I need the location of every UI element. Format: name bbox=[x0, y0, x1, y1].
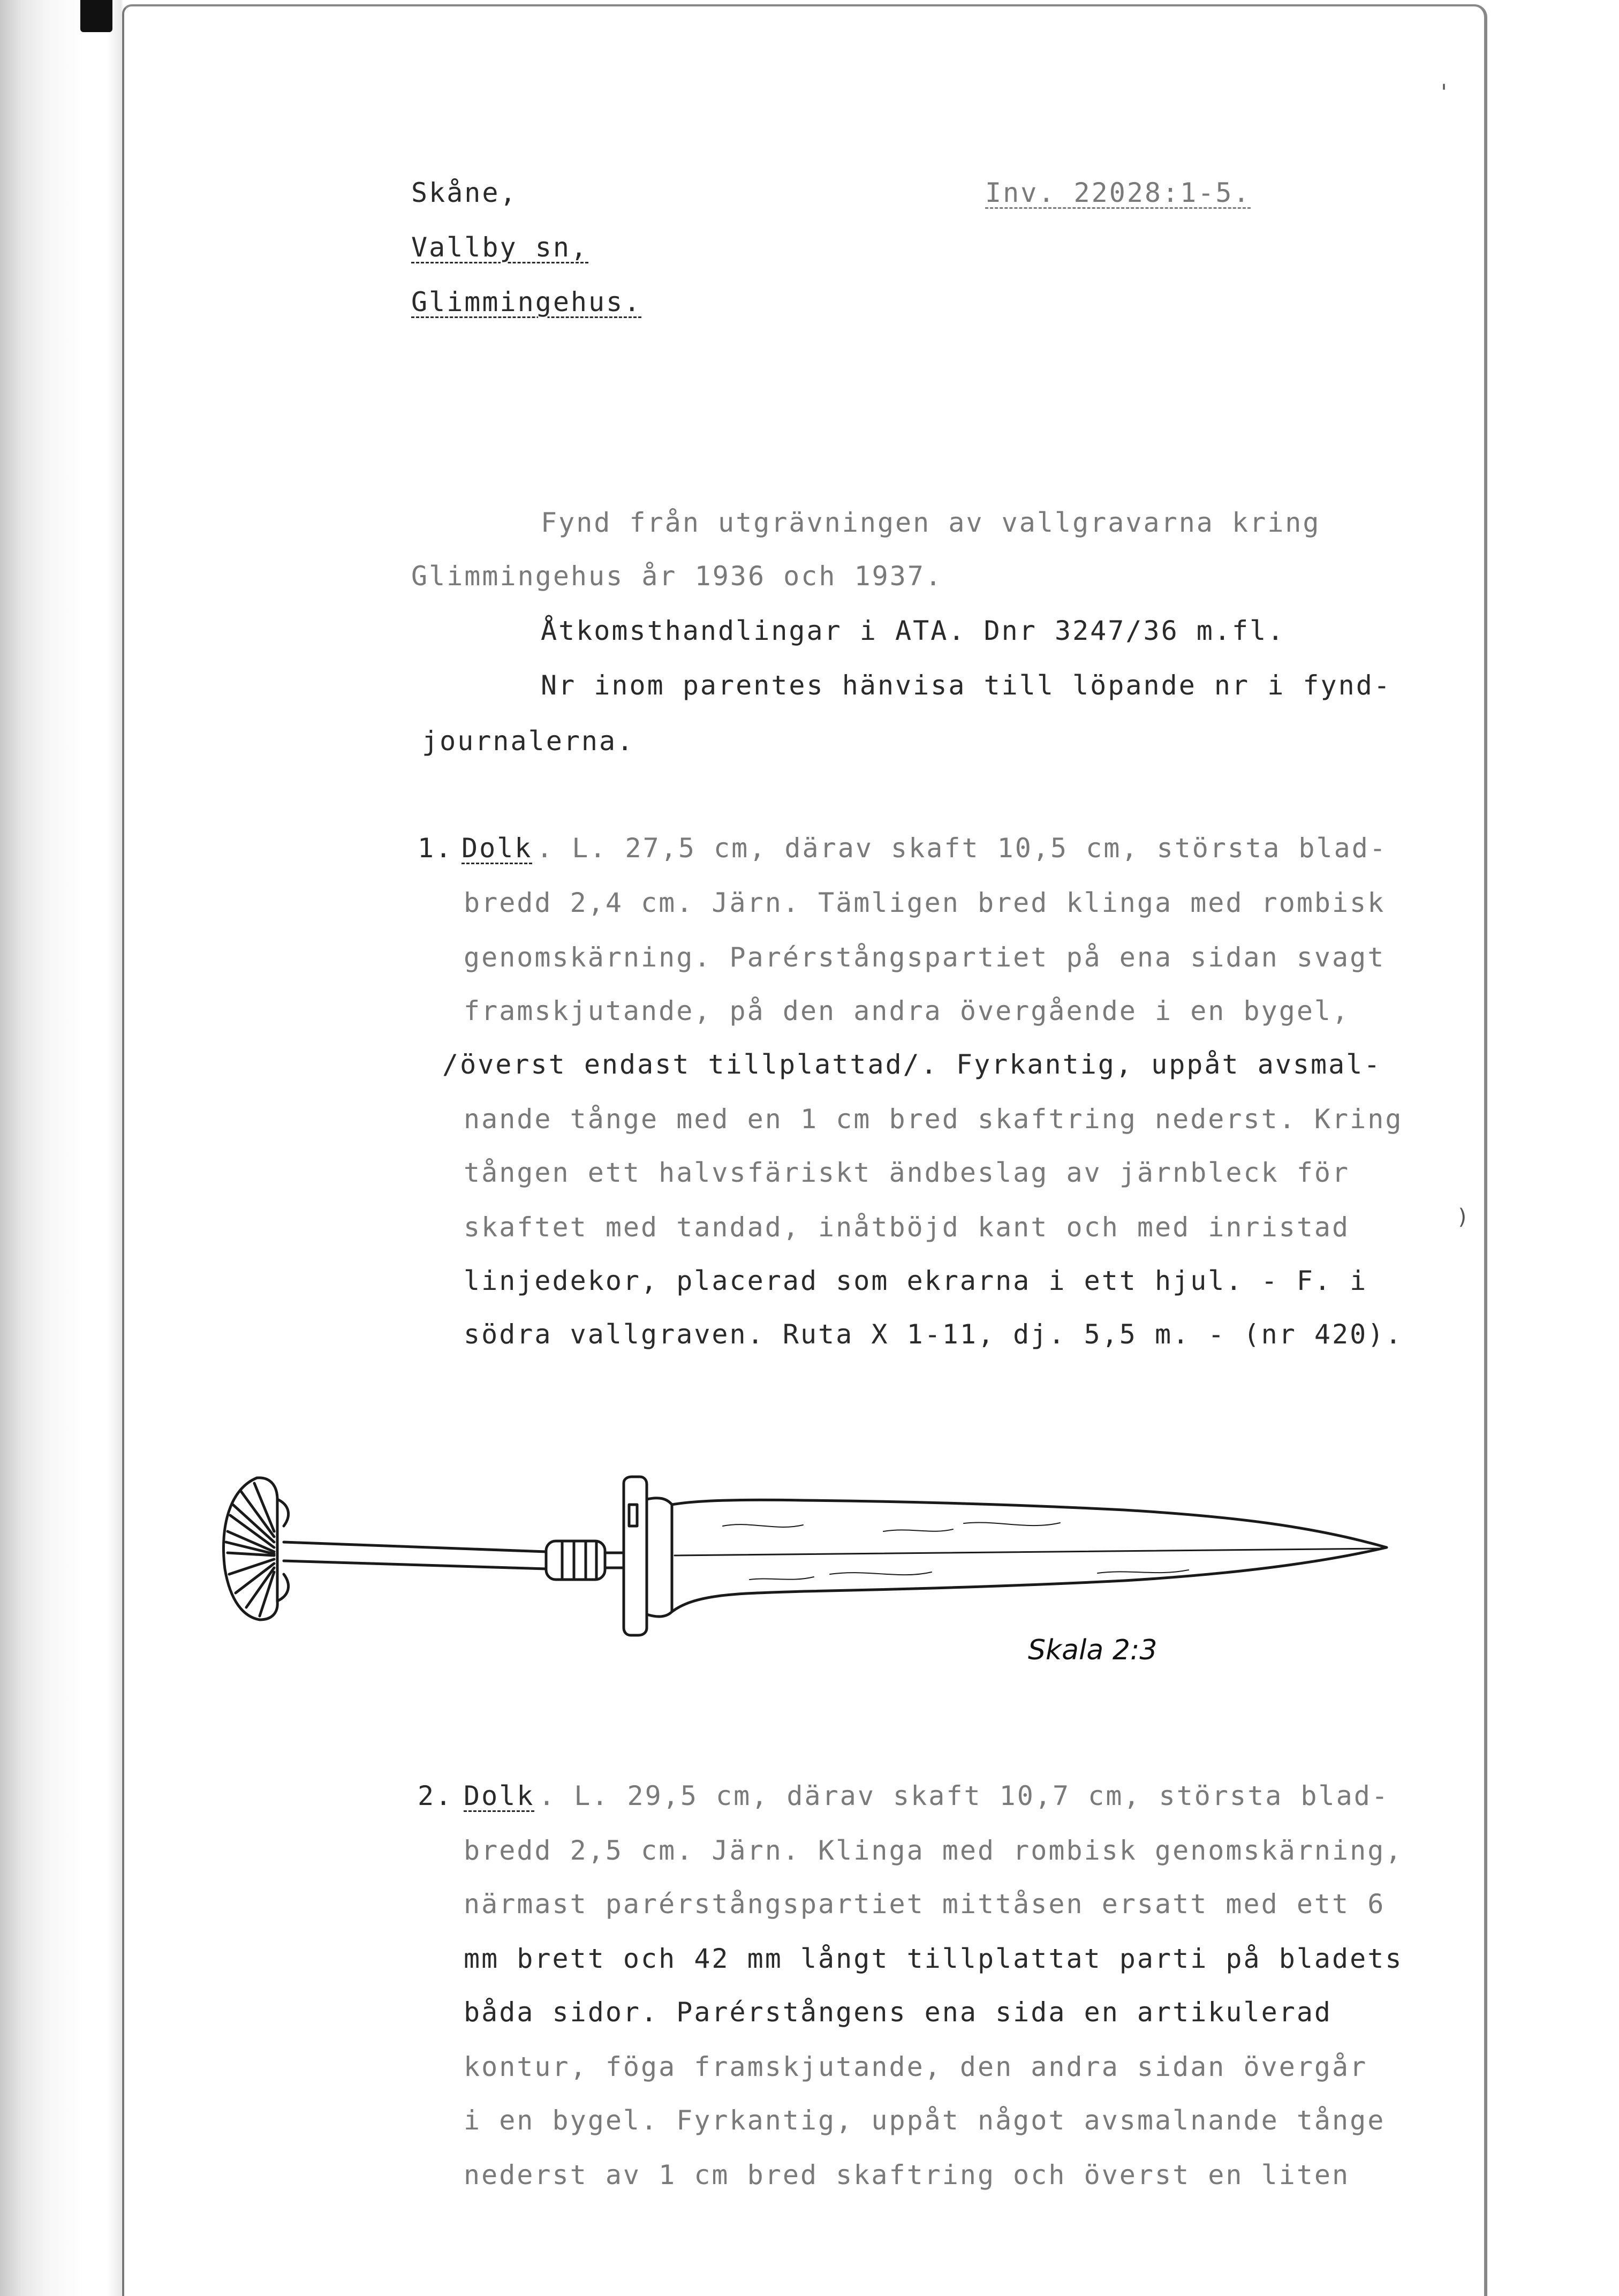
binder-edge bbox=[0, 0, 123, 2296]
item2-line-3: närmast parérstångspartiet mittåsen ersatt med ett 6 bbox=[464, 1889, 1386, 1920]
intro-line-1: Fynd från utgrävningen av vallgravarna kring bbox=[541, 507, 1321, 538]
item1-line-3: genomskärning. Parérstångspartiet på ena sidan svagt bbox=[464, 942, 1386, 973]
intro-line-4: Nr inom parentes hänvisa till löpande nr i fynd- bbox=[541, 670, 1391, 701]
item2-line-1: . L. 29,5 cm, därav skaft 10,7 cm, största blad- bbox=[539, 1780, 1389, 1811]
item2-line-8: nederst av 1 cm bred skaftring och överst en liten bbox=[464, 2159, 1350, 2191]
inventory-number: Inv. 22028:1-5. bbox=[985, 177, 1251, 208]
intro-line-2: Glimmingehus år 1936 och 1937. bbox=[411, 561, 943, 592]
item1-number: 1. bbox=[418, 833, 453, 864]
item1-line-8: skaftet med tandad, inåtböjd kant och med inristad bbox=[464, 1212, 1350, 1243]
item1-line-10: södra vallgraven. Ruta X 1-11, dj. 5,5 m. - (nr 420). bbox=[464, 1319, 1403, 1350]
item1-line-5: /överst endast tillplattad/. Fyrkantig, uppåt avsmal- bbox=[442, 1049, 1382, 1080]
item2-line-4: mm brett och 42 mm långt tillplattat parti på bladets bbox=[464, 1943, 1403, 1974]
item1-line-6: nande tånge med en 1 cm bred skaftring nederst. Kring bbox=[464, 1104, 1403, 1135]
item2-title: Dolk bbox=[464, 1780, 535, 1811]
item1-line-4: framskjutande, på den andra övergående i en bygel, bbox=[464, 995, 1350, 1026]
item1-line-2: bredd 2,4 cm. Järn. Tämligen bred klinga med rombisk bbox=[464, 887, 1386, 918]
item1-line-1: . L. 27,5 cm, därav skaft 10,5 cm, största blad- bbox=[536, 833, 1387, 864]
location-site: Glimmingehus. bbox=[411, 286, 642, 318]
scale-label: Skala 2:3 bbox=[1028, 1634, 1157, 1666]
intro-line-3: Åtkomsthandlingar i ATA. Dnr 3247/36 m.fl. bbox=[541, 615, 1285, 646]
item1-title: Dolk bbox=[462, 833, 533, 864]
item2-line-2: bredd 2,5 cm. Järn. Klinga med rombisk genomskärning, bbox=[464, 1835, 1403, 1866]
item2-line-5: båda sidor. Parérstångens ena sida en artikulerad bbox=[464, 1997, 1333, 2028]
item2-line-6: kontur, föga framskjutande, den andra sidan övergår bbox=[464, 2051, 1368, 2082]
item1-line-9: linjedekor, placerad som ekrarna i ett hjul. - F. i bbox=[464, 1265, 1368, 1296]
item2-number: 2. bbox=[418, 1780, 453, 1811]
location-county: Skåne, bbox=[411, 177, 518, 208]
intro-line-5: journalerna. bbox=[422, 726, 635, 757]
item1-line-7: tången ett halvsfäriskt ändbeslag av järnbleck för bbox=[464, 1157, 1350, 1188]
margin-bracket-mark: ) bbox=[1456, 1205, 1470, 1229]
location-parish: Vallby sn, bbox=[411, 232, 589, 263]
binder-clip bbox=[80, 0, 112, 32]
item2-line-7: i en bygel. Fyrkantig, uppåt något avsmalnande tånge bbox=[464, 2105, 1386, 2136]
dagger-illustration bbox=[214, 1467, 1403, 1644]
margin-tick-mark: ' bbox=[1438, 80, 1451, 105]
